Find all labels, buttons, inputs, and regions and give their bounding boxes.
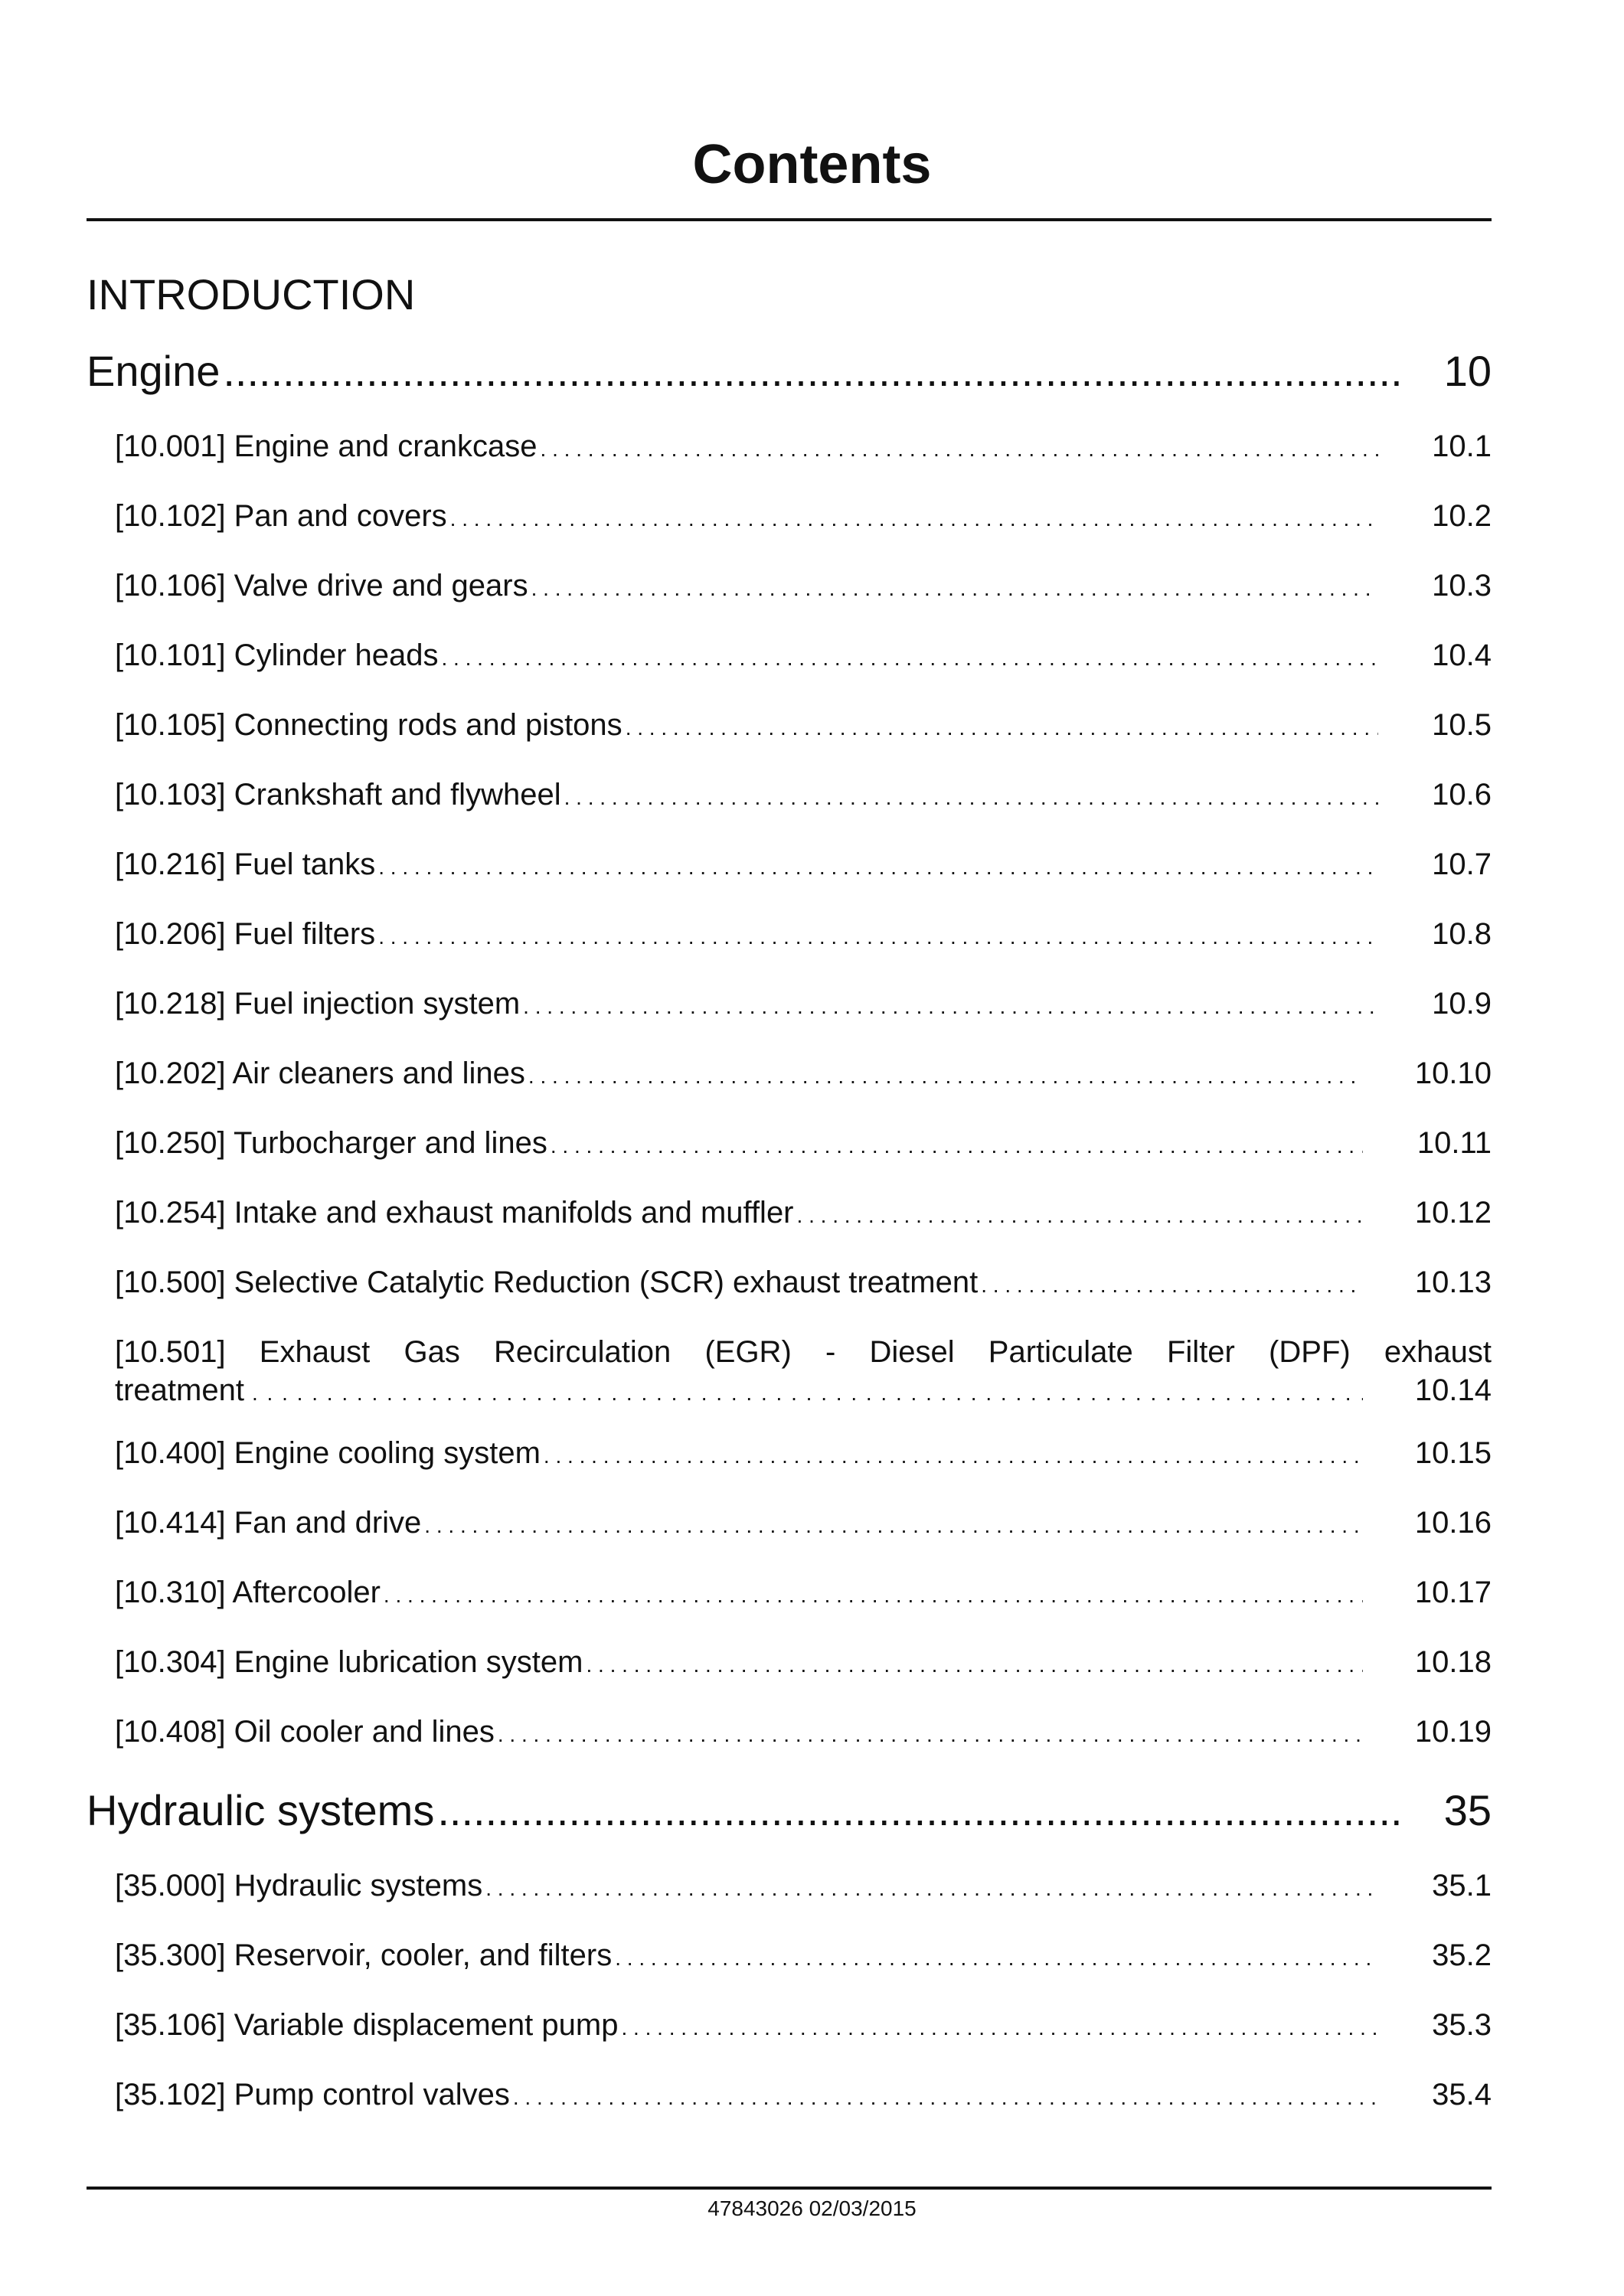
chapter-page: 35 <box>1443 1786 1492 1834</box>
leader-dots <box>378 848 1378 887</box>
entry-label: [10.400] Engine cooling system <box>115 1436 541 1470</box>
toc-entry[interactable] <box>115 567 1492 608</box>
toc-entry[interactable] <box>115 706 1492 747</box>
entry-label: [10.501] Exhaust Gas Recirculation (EGR) - Diesel Particulate Filter (DPF) exhaust <box>115 1335 1492 1369</box>
entry-label: [35.106] Variable displacement pump <box>115 2008 619 2042</box>
entry-page: 10.11 <box>1417 1126 1492 1160</box>
leader-dots <box>252 1374 1363 1413</box>
toc-entry[interactable] <box>115 1124 1492 1165</box>
entry-label: [10.101] Cylinder heads <box>115 639 439 672</box>
entry-label: [10.216] Fuel tanks <box>115 848 376 881</box>
leader-dots <box>442 639 1379 678</box>
leader-dots <box>223 345 1403 398</box>
toc-entry[interactable] <box>115 776 1492 817</box>
leader-dots <box>541 430 1378 469</box>
entry-label: [10.102] Pan and covers <box>115 499 447 533</box>
entry-page: 10.14 <box>1414 1373 1492 1407</box>
entry-page: 10.15 <box>1414 1436 1492 1470</box>
entry-page: 35.1 <box>1432 1869 1492 1902</box>
entry-page: 10.5 <box>1432 708 1492 742</box>
entry-page: 10.6 <box>1432 778 1492 812</box>
leader-dots <box>564 779 1378 817</box>
toc-entry[interactable] <box>115 1573 1492 1615</box>
toc-entry[interactable] <box>115 1054 1492 1096</box>
entry-label: [10.001] Engine and crankcase <box>115 429 538 463</box>
leader-dots <box>485 1870 1378 1908</box>
entry-page: 10.4 <box>1432 639 1492 672</box>
entry-label: [10.206] Fuel filters <box>115 917 376 951</box>
toc-entry[interactable] <box>115 1263 1492 1305</box>
entry-page: 10.2 <box>1432 499 1492 533</box>
toc-chapter-hydraulic-systems[interactable] <box>87 1784 1492 1837</box>
leader-dots <box>981 1266 1363 1305</box>
entry-label: [35.000] Hydraulic systems <box>115 1869 483 1902</box>
toc-entry[interactable] <box>115 1194 1492 1235</box>
leader-dots <box>384 1576 1363 1615</box>
entry-page: 10.13 <box>1414 1266 1492 1299</box>
entry-page: 10.12 <box>1414 1196 1492 1230</box>
leader-dots <box>615 1939 1378 1978</box>
entry-page: 10.8 <box>1432 917 1492 951</box>
entry-label: [10.106] Valve drive and gears <box>115 569 528 603</box>
leader-dots <box>498 1716 1363 1754</box>
entry-label: [10.254] Intake and exhaust manifolds and muffler <box>115 1196 794 1230</box>
entry-label: [10.414] Fan and drive <box>115 1506 422 1540</box>
chapter-label: Hydraulic systems <box>87 1786 435 1834</box>
page-title: Contents <box>692 134 932 195</box>
leader-dots <box>523 988 1378 1026</box>
chapter-page: 10 <box>1443 347 1492 395</box>
entry-label: [35.102] Pump control valves <box>115 2078 510 2111</box>
leader-dots <box>513 2079 1378 2117</box>
entry-label: [10.500] Selective Catalytic Reduction (SCR) exhaust treatment <box>115 1266 979 1299</box>
leader-dots <box>450 500 1378 538</box>
entry-page: 35.3 <box>1432 2008 1492 2042</box>
entry-page: 10.7 <box>1432 848 1492 881</box>
entry-page: 10.10 <box>1414 1057 1492 1090</box>
leader-dots <box>626 709 1378 747</box>
toc-entry[interactable] <box>115 1434 1492 1475</box>
entry-label: [10.250] Turbocharger and lines <box>115 1126 547 1160</box>
entry-label: [10.304] Engine lubrication system <box>115 1645 583 1679</box>
entry-label-continued: treatment <box>115 1373 244 1407</box>
toc-entry[interactable] <box>115 497 1492 538</box>
leader-dots <box>797 1197 1363 1235</box>
entry-page: 35.4 <box>1432 2078 1492 2111</box>
leader-dots <box>437 1784 1403 1837</box>
leader-dots <box>424 1507 1363 1545</box>
toc-entry[interactable] <box>115 1867 1492 1908</box>
entry-label: [10.408] Oil cooler and lines <box>115 1715 495 1749</box>
leader-dots <box>586 1646 1363 1684</box>
toc-entry[interactable] <box>115 1713 1492 1754</box>
leader-dots <box>621 2009 1378 2047</box>
entry-label: [10.218] Fuel injection system <box>115 987 521 1021</box>
toc-entry[interactable] <box>115 1936 1492 1978</box>
entry-label: [10.103] Crankshaft and flywheel <box>115 778 561 812</box>
leader-dots <box>528 1057 1363 1096</box>
leader-dots <box>531 570 1378 608</box>
toc-introduction[interactable]: INTRODUCTION <box>87 270 416 318</box>
document-footer: 47843026 02/03/2015 <box>707 2196 917 2220</box>
toc-entry[interactable] <box>115 2076 1492 2117</box>
entry-page: 10.18 <box>1414 1645 1492 1679</box>
entry-label: [10.105] Connecting rods and pistons <box>115 708 622 742</box>
leader-dots <box>551 1127 1363 1165</box>
entry-label: [10.310] Aftercooler <box>115 1576 381 1609</box>
toc-entry[interactable] <box>115 1504 1492 1545</box>
leader-dots <box>378 918 1378 956</box>
entry-page: 10.1 <box>1432 429 1492 463</box>
toc-entry[interactable] <box>115 2006 1492 2047</box>
entry-page: 10.3 <box>1432 569 1492 603</box>
bottom-divider <box>87 2187 1492 2190</box>
entry-page: 10.9 <box>1432 987 1492 1021</box>
toc-entry[interactable] <box>115 985 1492 1026</box>
chapter-label: Engine <box>87 347 221 395</box>
leader-dots <box>544 1437 1363 1475</box>
toc-entry[interactable] <box>115 427 1492 469</box>
toc-entry[interactable] <box>115 636 1492 678</box>
entry-page: 10.19 <box>1414 1715 1492 1749</box>
top-divider <box>87 218 1492 221</box>
toc-chapter-engine[interactable] <box>87 345 1492 398</box>
toc-entry[interactable] <box>115 845 1492 887</box>
toc-entry[interactable] <box>115 915 1492 956</box>
entry-label: [10.202] Air cleaners and lines <box>115 1057 525 1090</box>
entry-page: 10.17 <box>1414 1576 1492 1609</box>
toc-entry-wrapped[interactable] <box>115 1333 1492 1413</box>
toc-entry[interactable] <box>115 1643 1492 1684</box>
entry-page: 35.2 <box>1432 1938 1492 1972</box>
entry-page: 10.16 <box>1414 1506 1492 1540</box>
entry-label: [35.300] Reservoir, cooler, and filters <box>115 1938 613 1972</box>
